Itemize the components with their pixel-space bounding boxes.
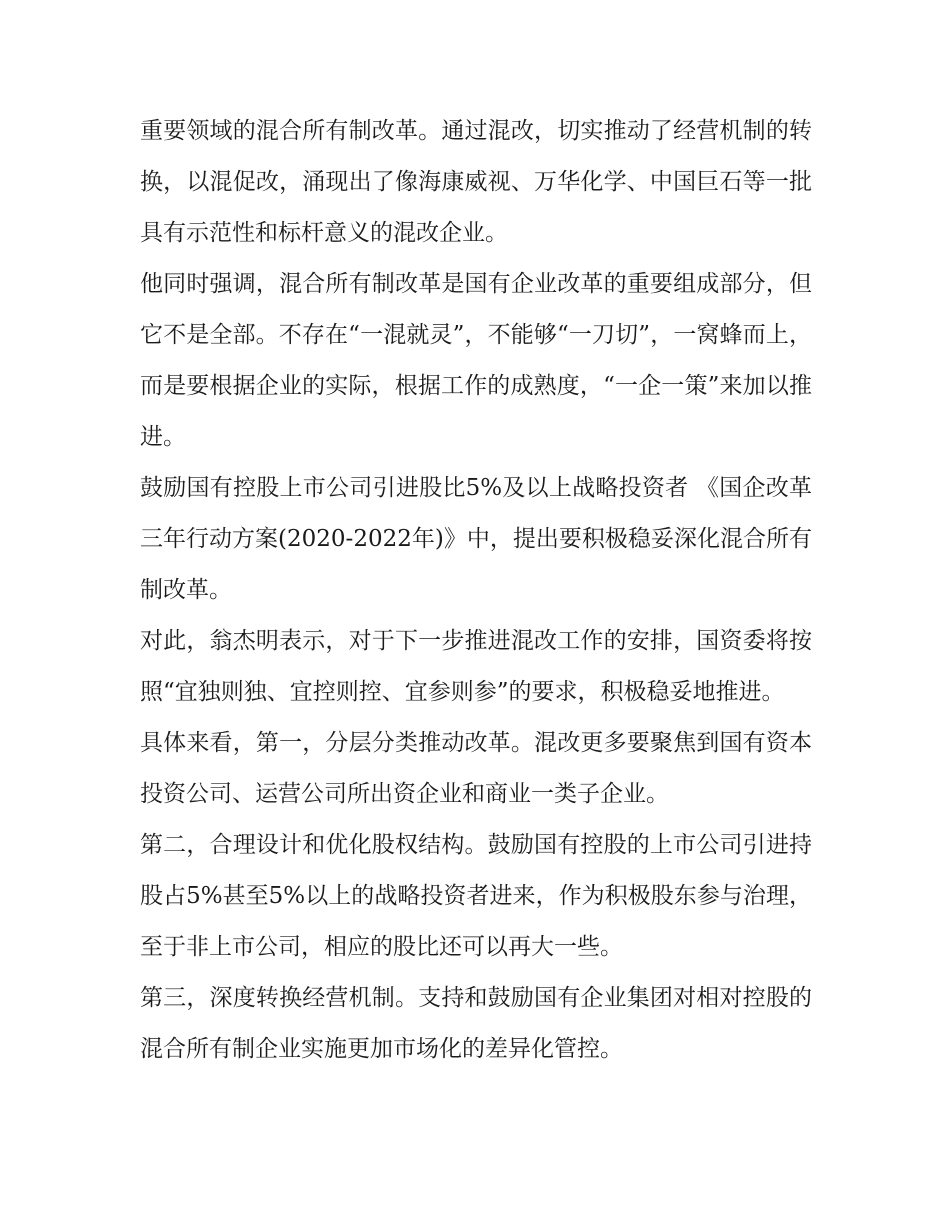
document-page — [140, 106, 812, 1075]
paragraph-6: 第二，合理设计和优化股权结构。鼓励国有控股的上市公司引进持股占5%甚至5%以上的战略投资者进来，作为积极股东参与治理，至于非上市公司，相应的股比还可以再大一些。 — [140, 832, 812, 960]
paragraph-1: 重要领域的混合所有制改革。通过混改，切实推动了经营机制的转换，以混促改，涌现出了像海康威视、万华化学、中国巨石等一批具有示范性和标杆意义的混改企业。 — [140, 118, 812, 246]
paragraph-3: 鼓励国有控股上市公司引进股比5%及以上战略投资者 《国企改革三年行动方案(2020-2022年)》中，提出要积极稳妥深化混合所有制改革。 — [140, 475, 812, 603]
paragraph-2: 他同时强调，混合所有制改革是国有企业改革的重要组成部分，但它不是全部。不存在“一混就灵”，不能够“一刀切”，一窝蜂而上，而是要根据企业的实际，根据工作的成熟度，“一企一策”来加以推进。 — [140, 271, 812, 450]
paragraph-5: 具体来看，第一，分层分类推动改革。混改更多要聚焦到国有资本投资公司、运营公司所出资企业和商业一类子企业。 — [140, 730, 812, 807]
paragraph-7: 第三，深度转换经营机制。支持和鼓励国有企业集团对相对控股的混合所有制企业实施更加市场化的差异化管控。 — [140, 985, 812, 1062]
paragraph-4: 对此，翁杰明表示，对于下一步推进混改工作的安排，国资委将按照“宜独则独、宜控则控、宜参则参”的要求，积极稳妥地推进。 — [140, 628, 812, 705]
